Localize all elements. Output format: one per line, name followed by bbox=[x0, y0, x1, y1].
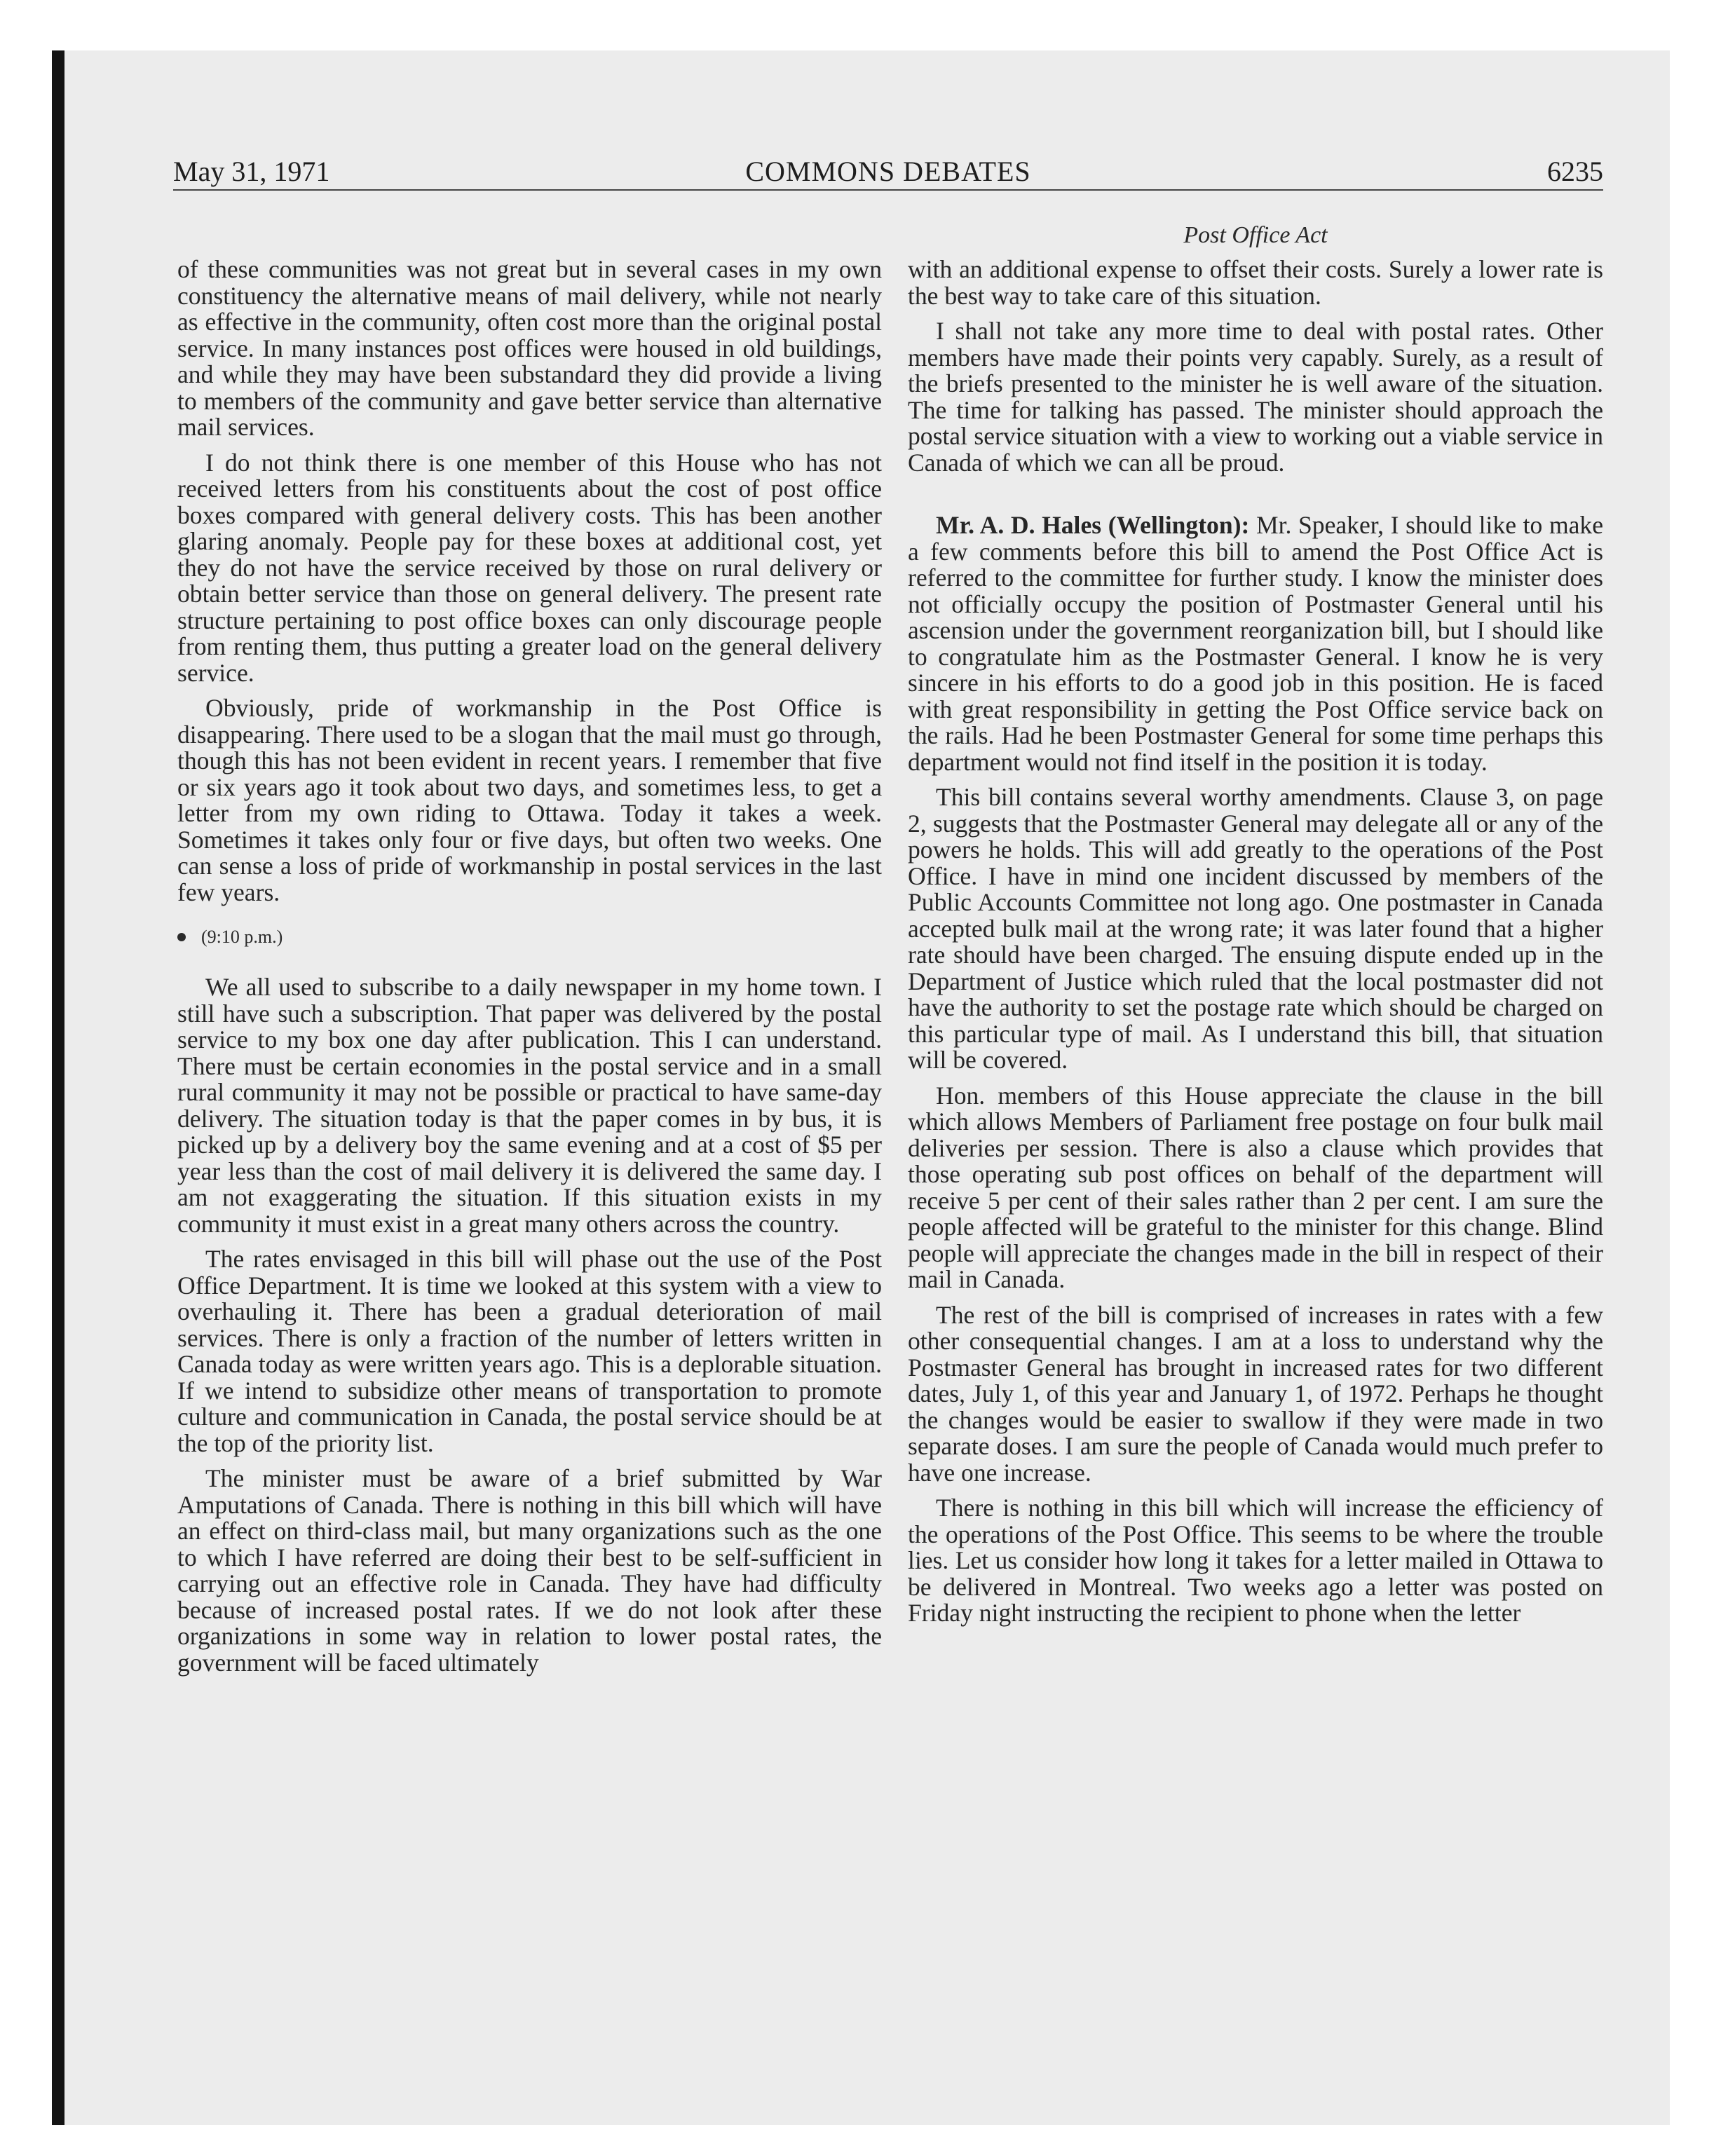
paragraph: The rates envisaged in this bill will phase out the use of the Post Office Department. It is time we looked at this system with a view to overhauling it. There has been a gradual deterioration of mail services. There is only a fraction of the number of letters written in Canada today as were written years ago. This is a deplorable situation. If we intend to subsidize other means of transportation to promote culture and communication in Canada, the postal service should be at the top of the priority list. bbox=[177, 1245, 882, 1457]
paragraph: Hon. members of this House appreciate the clause in the bill which allows Members of Parliament free postage on four bulk mail deliveries per session. There is also a clause which provides that those operating sub post offices on behalf of the department will receive 5 per cent of their sales rather than 2 per cent. I am sure the people affected will be grateful to the minister for this change. Blind people will appreciate the changes made in the bill in respect of their mail in Canada. bbox=[908, 1081, 1603, 1293]
speaker-name: Mr. A. D. Hales (Wellington): bbox=[936, 511, 1250, 539]
paragraph: I do not think there is one member of this House who has not received letters from his constituents about the cost of post office boxes compared with general delivery costs. This has been another glaring anomaly. People pay for these boxes at additional cost, yet they do not have the service received by those on rural delivery or obtain better service than those on general delivery. The present rate structure pertaining to post office boxes can only discourage people from renting them, thus putting a greater load on the general delivery service. bbox=[177, 448, 882, 687]
paragraph: with an additional expense to offset their costs. Surely a lower rate is the best way to take care of this situation. bbox=[908, 255, 1603, 310]
paragraph: I shall not take any more time to deal with postal rates. Other members have made their points very capably. Surely, as a result of the briefs presented to the minister he is well aware of the situation. The time for talking has passed. The minister should approach the postal service situation with a view to working out a viable service in Canada of which we can all be proud. bbox=[908, 317, 1603, 477]
speaker-text: Mr. Speaker, I should like to make a few comments before this bill to amend the Post Office Act is referred to the committee for further study. I know the minister does not officially occupy the position of Postmaster General until his ascension under the government reorganization bill, but I should like to congratulate him as the Postmaster General. I know he is very sincere in his efforts to do a good job in this position. He is faced with great responsibility in getting the Post Office service back on the rails. Had he been Postmaster General for some time perhaps this department would not find itself in the position it is today. bbox=[908, 511, 1603, 776]
page-header bbox=[173, 156, 1603, 191]
paragraph: Obviously, pride of workmanship in the Post Office is disappearing. There used to be a slogan that the mail must go through, though this has not been evident in recent years. I remember that five or six years ago it took about two days, and sometimes less, to get a letter from my own riding to Ottawa. Today it takes a week. Sometimes it takes only four or five days, but often two weeks. One can sense a loss of pride of workmanship in postal services in the last few years. bbox=[177, 694, 882, 906]
left-column bbox=[177, 257, 882, 1685]
right-column bbox=[908, 257, 1603, 1636]
running-title: Post Office Act bbox=[1183, 222, 1328, 248]
time-marker bbox=[177, 927, 882, 948]
header-publication: COMMONS DEBATES bbox=[745, 156, 1031, 187]
paragraph: The rest of the bill is comprised of increases in rates with a few other consequential changes. I am at a loss to understand why the Postmaster General has brought in increased rates for two different dates, July 1, of this year and January 1, of 1972. Perhaps he thought the changes would be easier to swallow if they were made in two separate doses. I am sure the people of Canada would much prefer to have one increase. bbox=[908, 1300, 1603, 1487]
paragraph: The minister must be aware of a brief submitted by War Amputations of Canada. There is nothing in this bill which will have an effect on third-class mail, but many organizations such as the one to which I have referred are doing their best to be self-sufficient in carrying out an effective role in Canada. They have had difficulty because of increased postal rates. If we do not look after these organizations in some way in relation to lower postal rates, the government will be faced ultimately bbox=[177, 1464, 882, 1677]
paragraph: This bill contains several worthy amendments. Clause 3, on page 2, suggests that the Postmaster General may delegate all or any of the powers he holds. This will add greatly to the operations of the Post Office. I have in mind one incident discussed by members of the Public Accounts Committee not long ago. One postmaster in Canada accepted bulk mail at the wrong rate; it was later found that a higher rate should have been charged. The ensuing dispute ended up in the Department of Justice which ruled that the local postmaster did not have the authority to set the postage rate which should be charged on this particular type of mail. As I understand this bill, that situation will be covered. bbox=[908, 783, 1603, 1074]
speaker-paragraph bbox=[908, 512, 1603, 775]
bullet-icon bbox=[177, 933, 186, 941]
header-page-number: 6235 bbox=[1547, 156, 1603, 187]
scan-edge-bar bbox=[52, 50, 64, 2125]
paragraph: of these communities was not great but in several cases in my own constituency the alternative means of mail delivery, while not nearly as effective in the community, often cost more than the original postal service. In many instances post offices were housed in old buildings, and while they may have been substandard they did provide a living to members of the community and gave better service than alternative mail services. bbox=[177, 255, 882, 441]
header-date: May 31, 1971 bbox=[173, 156, 330, 187]
time-marker-text: (9:10 p.m.) bbox=[201, 927, 283, 947]
paragraph: We all used to subscribe to a daily newspaper in my home town. I still have such a subscription. That paper was delivered by the postal service to my box one day after publication. This I can understand. There must be certain economies in the postal service and in a small rural community it may not be possible or practical to have same-day delivery. The situation today is that the paper comes in by bus, it is picked up by a delivery boy the same evening and at a cost of $5 per year less than the cost of mail delivery it is delivered the same day. I am not exaggerating the situation. If this situation exists in my community it must exist in a great many others across the country. bbox=[177, 973, 882, 1238]
paragraph: There is nothing in this bill which will increase the efficiency of the operations of the Post Office. This seems to be where the trouble lies. Let us consider how long it takes for a letter mailed in Ottawa to be delivered in Montreal. Two weeks ago a letter was posted on Friday night instructing the recipient to phone when the letter bbox=[908, 1494, 1603, 1627]
